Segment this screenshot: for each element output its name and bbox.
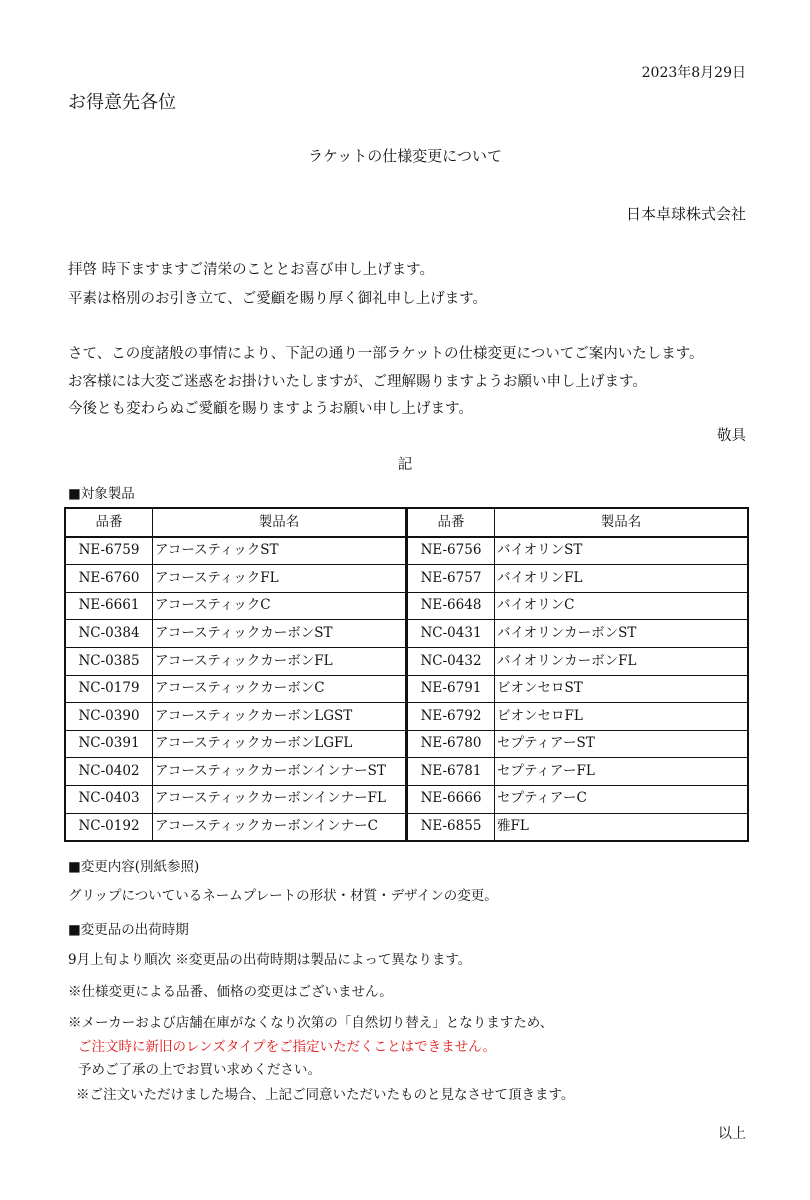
shipping-text: 9月上旬より順次 ※変更品の出荷時期は製品によって異なります。: [68, 952, 472, 968]
table-row: [407, 620, 748, 648]
note-stock: ※メーカーおよび店舗在庫がなくなり次第の「自然切り替え」となりますため、: [68, 1015, 554, 1031]
product-code: NC-0390: [65, 703, 153, 731]
product-code: NE-6661: [65, 592, 153, 620]
product-name: バイオリンST: [495, 537, 749, 565]
table-row: [65, 647, 406, 675]
product-name: アコースティックカーボンインナーFL: [153, 785, 407, 813]
greeting-line-1: 拝啓 時下ますますご清栄のこととお喜び申し上げます。: [68, 262, 434, 278]
changes-text: グリップについているネームプレートの形状・材質・デザインの変更。: [68, 888, 498, 904]
ki-heading: 記: [397, 457, 413, 473]
greeting-line-2: 平素は格別のお引き立て、ご愛顧を賜り厚く御礼申し上げます。: [68, 291, 488, 307]
document-subject: ラケットの仕様変更について: [308, 147, 502, 165]
body-line-2: お客様には大変ご迷惑をお掛けいたしますが、ご理解賜りますようお願い申し上げます。: [68, 374, 647, 390]
table-header-row: [65, 508, 406, 537]
product-code: NE-6760: [65, 565, 153, 593]
product-code: NE-6648: [407, 592, 495, 620]
table-row: [407, 592, 748, 620]
table-row: [65, 785, 406, 813]
table-row: [65, 758, 406, 786]
product-name: ビオンセロFL: [495, 703, 749, 731]
product-name: アコースティックカーボンインナーC: [153, 813, 407, 841]
product-name: アコースティックST: [153, 537, 407, 565]
table-row: [407, 675, 748, 703]
product-code: NC-0192: [65, 813, 153, 841]
product-name: アコースティックカーボンFL: [153, 647, 407, 675]
product-code: NC-0402: [65, 758, 153, 786]
product-name: セプティアーFL: [495, 758, 749, 786]
product-code: NE-6791: [407, 675, 495, 703]
document-date: 2023年8月29日: [641, 65, 746, 81]
header-code: 品番: [65, 508, 153, 537]
note-price: ※仕様変更による品番、価格の変更はございません。: [68, 984, 393, 1000]
product-name: アコースティックC: [153, 592, 407, 620]
table-row: [407, 813, 748, 841]
body-line-1: さて、この度諸般の事情により、下記の通り一部ラケットの仕様変更についてご案内いたします。: [68, 346, 704, 362]
product-name: アコースティックカーボンLGST: [153, 703, 407, 731]
product-code: NE-6666: [407, 785, 495, 813]
product-name: セプティアーC: [495, 785, 749, 813]
recipient: お得意先各位: [68, 92, 176, 113]
product-code: NE-6756: [407, 537, 495, 565]
table-row: [407, 703, 748, 731]
product-name: バイオリンC: [495, 592, 749, 620]
header-name: 製品名: [153, 508, 407, 537]
table-row: [65, 703, 406, 731]
table-row: [65, 537, 406, 565]
product-code: NC-0385: [65, 647, 153, 675]
product-name: バイオリンカーボンFL: [495, 647, 749, 675]
product-table-right: [406, 507, 749, 842]
table-row: [407, 565, 748, 593]
note-order: ※ご注文いただけました場合、上記ご同意いただいたものと見なさせて頂きます。: [76, 1087, 575, 1103]
table-row: [65, 813, 406, 841]
product-table-left: [64, 507, 407, 842]
product-code: NE-6781: [407, 758, 495, 786]
product-name: セプティアーST: [495, 730, 749, 758]
body-line-3: 今後とも変わらぬご愛顧を賜りますようお願い申し上げます。: [68, 401, 473, 417]
product-code: NE-6780: [407, 730, 495, 758]
product-code: NC-0432: [407, 647, 495, 675]
product-code: NE-6757: [407, 565, 495, 593]
header-name: 製品名: [495, 508, 749, 537]
section-shipping: ■変更品の出荷時期: [68, 922, 189, 938]
section-changes: ■変更内容(別紙参照): [68, 859, 200, 875]
product-code: NE-6759: [65, 537, 153, 565]
table-row: [407, 537, 748, 565]
product-code: NE-6855: [407, 813, 495, 841]
closing: 敬具: [717, 428, 746, 444]
product-name: アコースティックカーボンC: [153, 675, 407, 703]
product-code: NC-0403: [65, 785, 153, 813]
product-code: NC-0431: [407, 620, 495, 648]
product-code: NC-0179: [65, 675, 153, 703]
table-row: [407, 730, 748, 758]
product-name: バイオリンFL: [495, 565, 749, 593]
product-code: NE-6792: [407, 703, 495, 731]
product-code: NC-0391: [65, 730, 153, 758]
table-row: [65, 620, 406, 648]
table-row: [65, 565, 406, 593]
end-mark: 以上: [718, 1126, 746, 1142]
note-red-warning: ご注文時に新旧のレンズタイプをご指定いただくことはできません。: [78, 1039, 496, 1055]
product-name: ビオンセロST: [495, 675, 749, 703]
product-code: NC-0384: [65, 620, 153, 648]
table-row: [65, 730, 406, 758]
table-row: [65, 592, 406, 620]
company-name: 日本卓球株式会社: [625, 205, 746, 223]
table-header-row: [407, 508, 748, 537]
product-name: アコースティックカーボンLGFL: [153, 730, 407, 758]
section-products: ■対象製品: [68, 486, 135, 502]
table-row: [407, 647, 748, 675]
header-code: 品番: [407, 508, 495, 537]
table-row: [407, 785, 748, 813]
product-name: アコースティックカーボンインナーST: [153, 758, 407, 786]
product-name: 雅FL: [495, 813, 749, 841]
product-name: バイオリンカーボンST: [495, 620, 749, 648]
table-row: [407, 758, 748, 786]
note-understand: 予めご了承の上でお買い求めください。: [78, 1062, 321, 1078]
product-name: アコースティックカーボンST: [153, 620, 407, 648]
product-name: アコースティックFL: [153, 565, 407, 593]
table-row: [65, 675, 406, 703]
